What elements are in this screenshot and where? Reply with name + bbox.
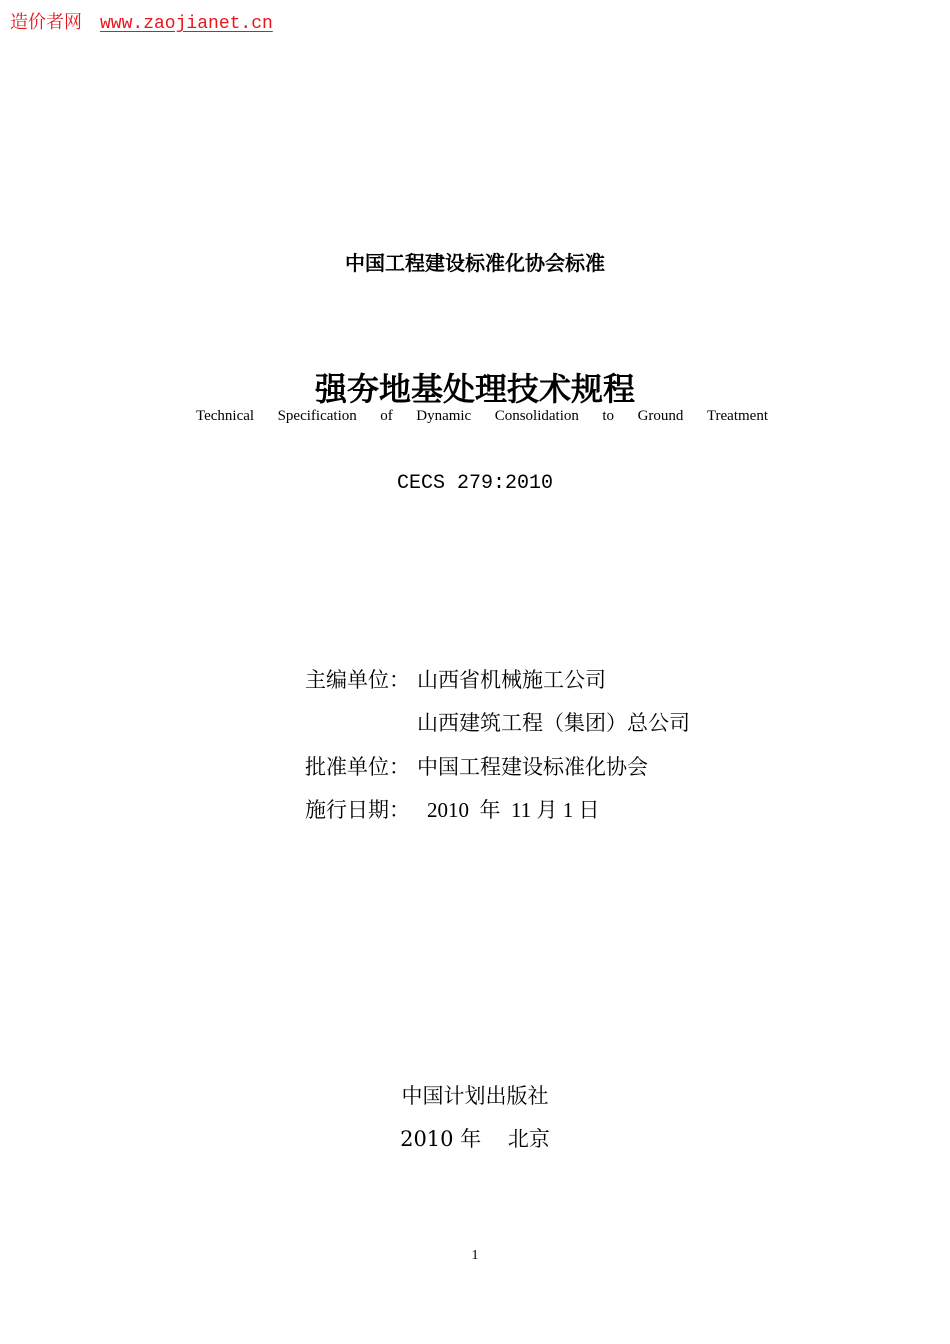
watermark-url-link[interactable]: www.zaojianet.cn bbox=[100, 14, 273, 34]
title-en-word: Dynamic bbox=[416, 408, 472, 424]
association-standard-heading: 中国工程建设标准化协会标准 bbox=[345, 251, 605, 275]
title-en-word: of bbox=[380, 408, 393, 424]
chief-editor-row bbox=[305, 664, 606, 694]
publisher-name: 中国计划出版社 bbox=[401, 1084, 549, 1108]
page-number: 1 bbox=[471, 1248, 479, 1263]
title-en-word: Ground bbox=[637, 408, 684, 424]
effective-date-row bbox=[305, 794, 599, 824]
approver-row bbox=[305, 751, 648, 781]
chief-editor-row-2 bbox=[417, 707, 690, 737]
approver-value: 中国工程建设标准化协会 bbox=[417, 755, 648, 779]
effective-date-value: 2010 年 11 月 1 日 bbox=[427, 798, 600, 822]
chief-editor-label: 主编单位： bbox=[305, 668, 410, 692]
standard-code: CECS 279:2010 bbox=[396, 472, 554, 495]
approver-label: 批准单位： bbox=[305, 755, 410, 779]
title-en-word: Specification bbox=[277, 408, 357, 424]
title-en-word: Treatment bbox=[706, 408, 768, 424]
publish-year-place: 2010 年 北京 bbox=[400, 1127, 550, 1151]
effective-date-label: 施行日期： bbox=[305, 798, 410, 822]
title-en-word: to bbox=[602, 408, 615, 424]
chief-editor-value-1: 山西省机械施工公司 bbox=[417, 668, 606, 692]
title-en-word: Consolidation bbox=[494, 408, 579, 424]
document-title-cn: 强夯地基处理技术规程 bbox=[314, 370, 635, 408]
watermark-site-name: 造价者网 bbox=[10, 12, 82, 33]
chief-editor-value-2: 山西建筑工程（集团）总公司 bbox=[417, 711, 690, 735]
document-title-en bbox=[196, 408, 768, 425]
title-en-word: Technical bbox=[196, 408, 255, 424]
watermark bbox=[10, 8, 273, 34]
